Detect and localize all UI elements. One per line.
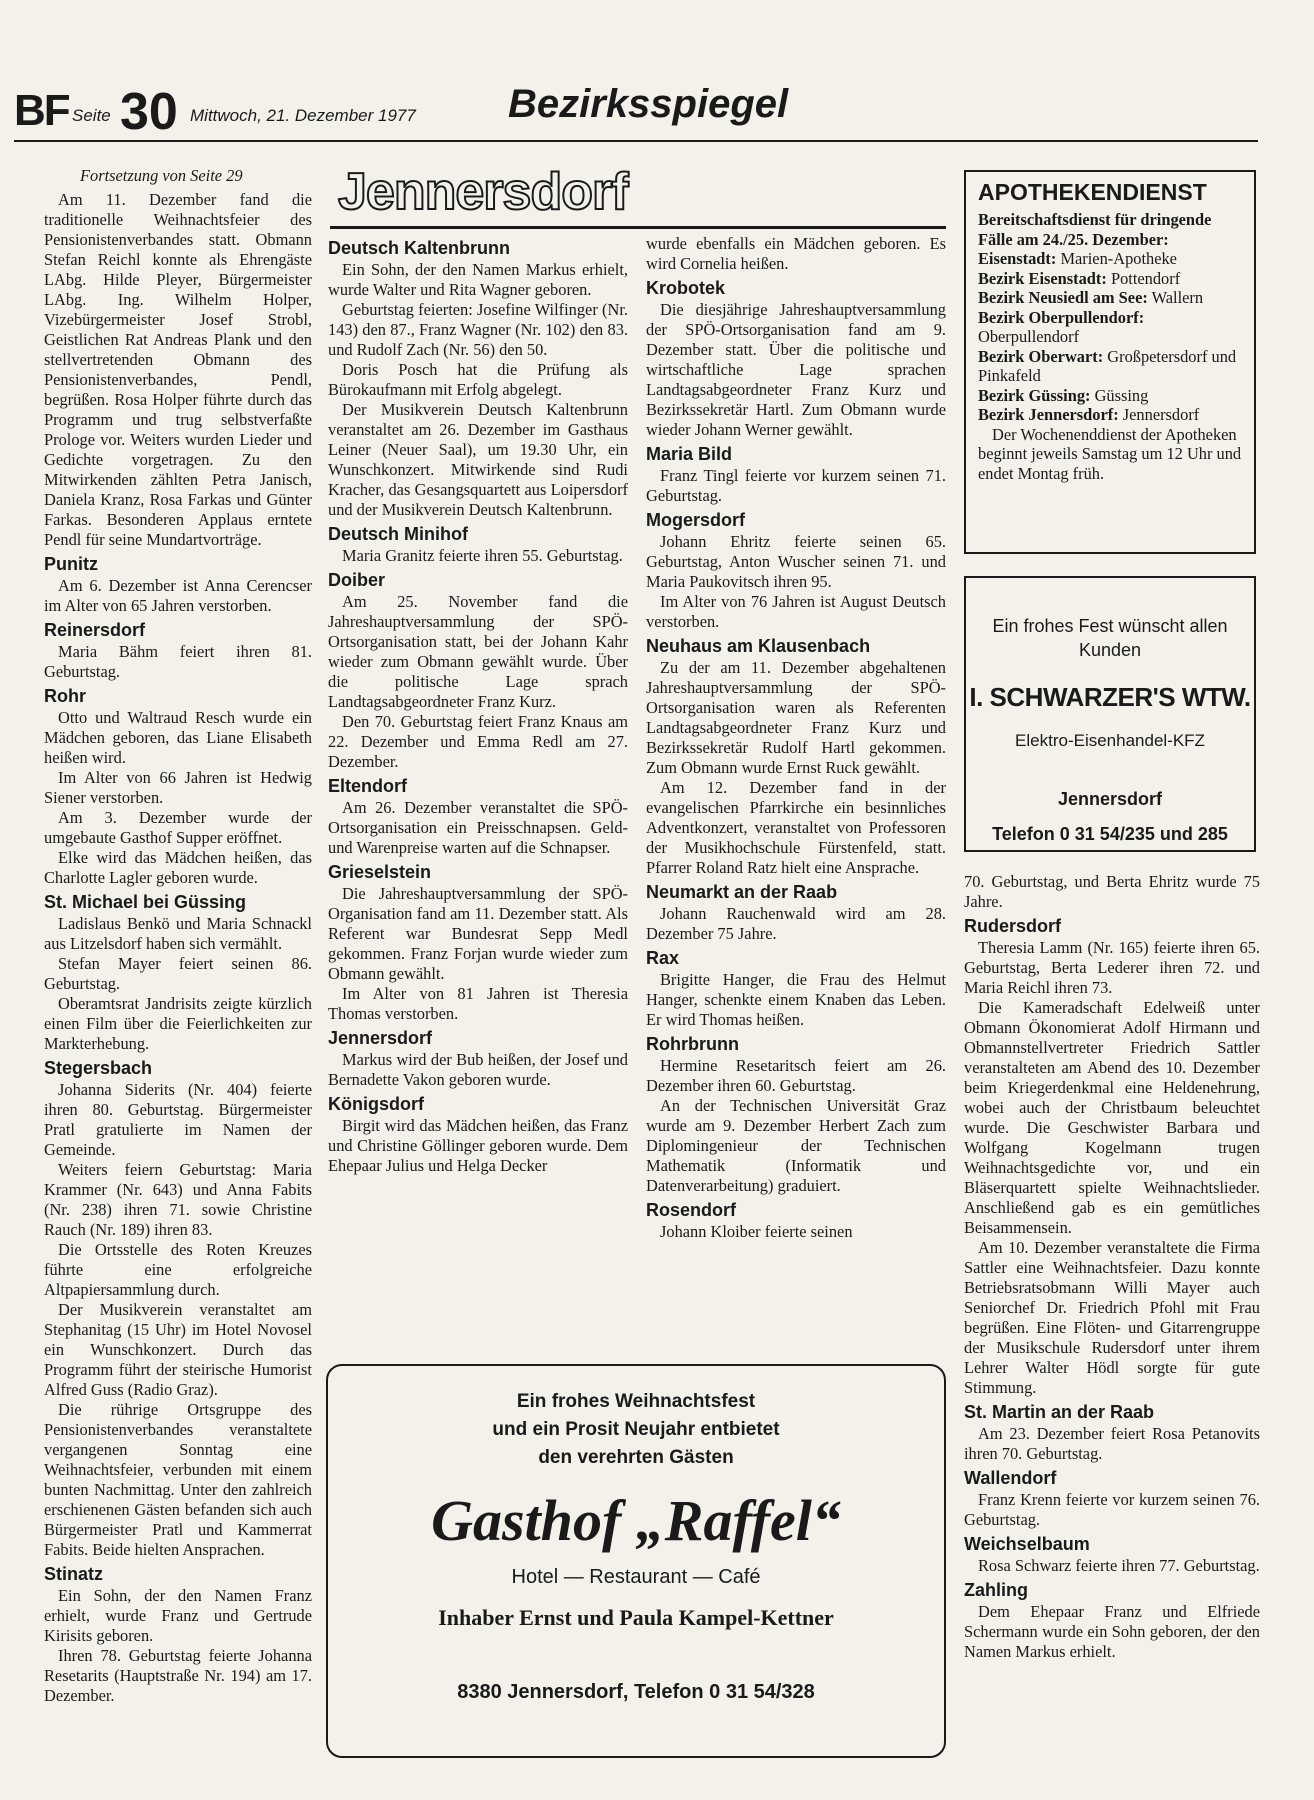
article-text: Den 70. Geburtstag feiert Franz Knaus am 22. Dezember und Emma Redl am 27. Dezember. [328, 712, 628, 771]
ad-owner: Inhaber Ernst und Paula Kampel-Kettner [438, 1605, 834, 1630]
newspaper-logo: BF [14, 86, 69, 135]
article-text: Franz Tingl feierte vor kurzem seinen 71. Geburtstag. [646, 466, 946, 505]
continued-note: Fortsetzung von Seite 29 [80, 166, 243, 185]
article-text: An der Technischen Universität Graz wurde am 9. Dezember Herbert Zach zum Diplomingenieur der Technischen Mathematik (Informatik und Datenverarbeitung) graduiert. [646, 1096, 946, 1195]
article-text: Ihren 78. Geburtstag feierte Johanna Resetarits (Hauptstraße Nr. 194) am 17. Dezember. [44, 1646, 312, 1705]
ad-town: Jennersdorf [1057, 789, 1163, 809]
article-text: Johann Kloiber feierte seinen [660, 1222, 853, 1241]
heading-krobotek: Krobotek [646, 278, 726, 298]
heading-rudersdorf: Rudersdorf [964, 916, 1062, 936]
article-text: Der Musikverein veranstaltet am Stephanitag (15 Uhr) im Hotel Novosel ein Wunschkonzert. Durch das Programm führt der steirische Humorist Alfred Guss (Radio Graz). [44, 1300, 312, 1399]
article-text: Im Alter von 81 Jahren ist Theresia Thomas verstorben. [328, 984, 628, 1023]
heading-koenigsdorf: Königsdorf [328, 1094, 424, 1114]
page-label: Seite [72, 106, 111, 125]
article-text: Am 25. November fand die Jahreshauptversammlung der SPÖ-Ortsorganisation statt, bei der Johann Kahr wieder zum Obmann gewählt wurde. Über die politische Lage sprach Landtagsabgeordneter Franz Kurz. [328, 592, 628, 711]
article-text: Die rührige Ortsgruppe des Pensionistenverbandes veranstaltete vergangenen Sonntag eine Weihnachtsfeier, verbunden mit einem bunten Nachmittag. Unter den zahlreich erschienenen Gästen befanden sich auch Bürgermeister Pratl und Kammerrat Fabits. Beide hielten Ansprachen. [44, 1400, 312, 1559]
heading-st-michael: St. Michael bei Güssing [44, 892, 247, 912]
ad-services: Hotel — Restaurant — Café [511, 1566, 761, 1588]
article-text: Ein Sohn, der den Namen Markus erhielt, wurde Walter und Rita Wagner geboren. [328, 260, 628, 299]
ad-trade: Elektro-Eisenhandel-KFZ [1015, 731, 1205, 750]
heading-weichselbaum: Weichselbaum [964, 1534, 1090, 1554]
column-2 [328, 234, 628, 1176]
pharmacy-note: Der Wochenenddienst der Apotheken beginnt jeweils Samstag um 12 Uhr und endet Montag früh. [978, 424, 1242, 483]
heading-rohrbrunn: Rohrbrunn [646, 1034, 739, 1054]
district-title: Jennersdorf [338, 163, 628, 221]
article-text: Brigitte Hanger, die Frau des Helmut Hanger, schenkte einem Knaben das Leben. Er wird Thomas heißen. [646, 970, 946, 1029]
article-text: Theresia Lamm (Nr. 165) feierte ihren 65. Geburtstag, Berta Lederer ihren 72. und Maria Reichl ihren 73. [964, 938, 1260, 997]
article-text: Zu der am 11. Dezember abgehaltenen Jahreshauptversammlung der SPÖ-Ortsorganisation waren als Referenten Landtagsabgeordneter Franz Kurz und Bezirkssekretär Rudolf Hartl gekommen. Zum Obmann wurde Ernst Ruck gewählt. [646, 658, 946, 777]
article-text: Am 10. Dezember veranstaltete die Firma Sattler eine Weihnachtsfeier. Dazu konnte Betriebsratsobmann Willi Mayer auch Seniorchef Dr. Friedrich Pfohl mit Frau begrüßen. Eine Flöten- und Gitarrengruppe der Musikschule Rudersdorf unter ihrem Lehrer Walter Hödl sorgte für gute Stimmung. [964, 1238, 1260, 1397]
article-text: Johanna Siderits (Nr. 404) feierte ihren 80. Geburtstag. Bürgermeister Pratl gratulierte im Namen der Gemeinde. [44, 1080, 312, 1159]
article-text: Otto und Waltraud Resch wurde ein Mädchen geboren, das Liane Elisabeth heißen wird. [44, 708, 312, 767]
article-text: Am 26. Dezember veranstaltet die SPÖ-Ortsorganisation ein Preisschnapsen. Geld- und Warenpreise warten auf die Schnapser. [328, 798, 628, 857]
article-text: 70. Geburtstag, und Berta Ehritz wurde 75 Jahre. [964, 872, 1260, 911]
heading-punitz: Punitz [44, 554, 98, 574]
article-text: Am 3. Dezember wurde der umgebaute Gasthof Supper eröffnet. [44, 808, 312, 847]
pharmacy-intro: Bereitschaftsdienst für dringende Fälle am 24./25. Dezember: [978, 210, 1212, 249]
heading-stinatz: Stinatz [44, 1564, 104, 1584]
article-text: Am 12. Dezember fand in der evangelischen Pfarrkirche ein besinnliches Adventkonzert, veranstaltet von Professoren der Musikhochschule Fürstenfeld, statt. Pfarrer Roland Ratz hielt eine Ansprache. [646, 778, 946, 877]
heading-rosendorf: Rosendorf [646, 1200, 736, 1220]
issue-date: Mittwoch, 21. Dezember 1977 [190, 106, 416, 125]
article-text: Ein Sohn, der den Namen Franz erhielt, wurde Franz und Gertrude Kirisits geboren. [44, 1586, 312, 1645]
article-text: Im Alter von 66 Jahren ist Hedwig Siener verstorben. [44, 768, 312, 807]
ad-company-name: I. SCHWARZER'S WTW. [969, 682, 1251, 712]
heading-grieselstein: Grieselstein [328, 862, 432, 882]
ad-phone: Telefon 0 31 54/235 und 285 [992, 824, 1228, 844]
article-text: Rosa Schwarz feierte ihren 77. Geburtstag. [978, 1556, 1260, 1575]
article-text: Der Musikverein Deutsch Kaltenbrunn veranstaltet am 26. Dezember im Gasthaus Leiner (Neuer Saal), um 19.30 Uhr, ein Wunschkonzert. Mitwirkende sind Rudi Kracher, das Gesangsquartett aus Loipersdorf und der Musikverein Deutsch Kaltenbrunn. [328, 400, 628, 519]
heading-neumarkt: Neumarkt an der Raab [646, 882, 838, 902]
heading-doiber: Doiber [328, 570, 386, 590]
heading-mogersdorf: Mogersdorf [646, 510, 745, 530]
district-title-bar [330, 162, 946, 229]
ad-line: Ein frohes Weihnachtsfest [516, 1391, 756, 1412]
article-text: Elke wird das Mädchen heißen, das Charlotte Lagler geboren wurde. [44, 848, 312, 887]
article-text: wurde ebenfalls ein Mädchen geboren. Es wird Cornelia heißen. [646, 234, 946, 273]
article-text: Geburtstag feierten: Josefine Wilfinger (Nr. 143) den 87., Franz Wagner (Nr. 102) den 83. und Rudolf Zach (Nr. 56) den 50. [328, 300, 628, 359]
heading-wallendorf: Wallendorf [964, 1468, 1057, 1488]
heading-deutsch-kaltenbrunn: Deutsch Kaltenbrunn [328, 238, 511, 258]
article-text: Birgit wird das Mädchen heißen, das Franz und Christine Göllinger geboren wurde. Dem Ehepaar Julius und Helga Decker [328, 1116, 628, 1175]
heading-maria-bild: Maria Bild [646, 444, 733, 464]
heading-neuhaus: Neuhaus am Klausenbach [646, 636, 871, 656]
pharmacy-entry: Bezirk Oberpullendorf: Oberpullendorf [978, 307, 1145, 346]
article-text: Franz Krenn feierte vor kurzem seinen 76. Geburtstag. [964, 1490, 1260, 1529]
pharmacy-entry: Bezirk Jennersdorf: Jennersdorf [978, 405, 1200, 424]
article-text: Stefan Mayer feiert seinen 86. Geburtstag. [44, 954, 312, 993]
article-text: Am 6. Dezember ist Anna Cerencser im Alter von 65 Jahren verstorben. [44, 576, 312, 615]
article-text: Im Alter von 76 Jahren ist August Deutsch verstorben. [646, 592, 946, 631]
article-text: Oberamtsrat Jandrisits zeigte kürzlich einen Film über die Feierlichkeiten zur Markterhebung. [44, 994, 312, 1053]
pharmacy-entry: Bezirk Güssing: Güssing [978, 385, 1149, 405]
heading-rax: Rax [646, 948, 680, 968]
pharmacy-entry: Bezirk Eisenstadt: Pottendorf [978, 268, 1181, 288]
article-text: Die diesjährige Jahreshauptversammlung der SPÖ-Ortsorganisation fand am 9. Dezember statt. Über die politische und wirtschaftliche Lage sprachen Landtagsabgeordneter Franz Kurz und Bezirkssekretär Hartl. Zum Obmann wurde wieder Johann Werner gewählt. [646, 300, 946, 439]
heading-jennersdorf: Jennersdorf [328, 1028, 433, 1048]
advertisement-gasthof-raffel [326, 1364, 946, 1758]
column-3 [646, 234, 946, 1242]
article-text: Dem Ehepaar Franz und Elfriede Schermann wurde ein Sohn geboren, der den Namen Markus erhielt. [964, 1602, 1260, 1661]
article-text: Die Kameradschaft Edelweiß unter Obmann Ökonomierat Adolf Hirmann und Obmannstellvertreter Friedrich Sattler veranstalteten am Abend des 10. Dezember beim Kriegerdenkmal eine Heldenehrung, wobei auch der Christbaum beleuchtet wurde. Die Geschwister Barbara und Wolfgang Kogelmann trugen Weihnachtsgedichte vor, und ein Bläserquartett spielte Weihnachtslieder. Anschließend gab es ein gemütliches Beisammensein. [964, 998, 1260, 1237]
page-header [14, 78, 1258, 142]
heading-stegersbach: Stegersbach [44, 1058, 153, 1078]
article-text: Maria Granitz feierte ihren 55. Geburtstag. [342, 546, 623, 565]
heading-zahling: Zahling [964, 1580, 1028, 1600]
ad-line: und ein Prosit Neujahr entbietet [492, 1419, 780, 1440]
pharmacy-entry: Eisenstadt: Marien-Apotheke [978, 249, 1177, 268]
pharmacy-title: APOTHEKENDIENST [978, 179, 1207, 205]
heading-rohr: Rohr [44, 686, 86, 706]
article-text: Weiters feiern Geburtstag: Maria Krammer (Nr. 643) und Anna Fabits (Nr. 238) ihren 71. sowie Christine Rauch (Nr. 189) ihren 83. [44, 1160, 312, 1239]
ad-business-name: Gasthof „Raffel“ [431, 1488, 841, 1553]
column-4 [964, 872, 1260, 1662]
article-text: Ladislaus Benkö und Maria Schnackl aus Litzelsdorf haben sich vermählt. [44, 914, 312, 953]
page-number: 30 [120, 83, 178, 141]
article-text: Doris Posch hat die Prüfung als Bürokaufmann mit Erfolg abgelegt. [328, 360, 628, 399]
article-text: Am 23. Dezember feiert Rosa Petanovits ihren 70. Geburtstag. [964, 1424, 1260, 1463]
heading-st-martin: St. Martin an der Raab [964, 1402, 1155, 1422]
pharmacy-entry: Bezirk Oberwart: Großpetersdorf und Pinkafeld [978, 346, 1237, 385]
heading-reinersdorf: Reinersdorf [44, 620, 146, 640]
ad-address: 8380 Jennersdorf, Telefon 0 31 54/328 [457, 1681, 815, 1703]
ad-line: den verehrten Gästen [538, 1447, 734, 1468]
article-text: Die Jahreshauptversammlung der SPÖ-Organisation fand am 11. Dezember statt. Als Referent war Bundesrat Sepp Medl gekommen. Franz Forjan wurde wieder zum Obmann gewählt. [328, 884, 628, 983]
article-text: Am 11. Dezember fand die traditionelle Weihnachtsfeier des Pensionistenverbandes statt. Obmann Stefan Reichl konnte als Ehrengäste LAbg. Hilde Pleyer, Bürgermeister LAbg. Ing. Wilhelm Holper, Vizebürgermeister Josef Strobl, Geistlichen Rat Andreas Plank und den stellvertretenden Obmann des Pensionistenverbandes, Pendl, begrüßen. Rosa Holper führte durch das Programm und trug selbstverfaßte Prologe vor. Weiters wurden Lieder und Gedichte vorgetragen. Zu den Mitwirkenden zählten Petra Janisch, Daniela Kranz, Rosa Farkas und Günter Farkas. Besonderen Applaus erntete Pendl für seine Mundartvorträge. [44, 190, 312, 549]
section-title: Bezirksspiegel [508, 82, 789, 126]
pharmacy-entry: Bezirk Neusiedl am See: Wallern [978, 288, 1204, 307]
article-text: Markus wird der Bub heißen, der Josef und Bernadette Vakon geboren wurde. [328, 1050, 628, 1089]
article-text: Johann Rauchenwald wird am 28. Dezember 75 Jahre. [646, 904, 946, 943]
heading-deutsch-minihof: Deutsch Minihof [328, 524, 468, 544]
ad-greeting: Ein frohes Fest wünscht allen Kunden [992, 616, 1228, 660]
column-1 [44, 166, 312, 1706]
pharmacy-service-box [964, 170, 1256, 554]
heading-eltendorf: Eltendorf [328, 776, 407, 796]
advertisement-schwarzer [964, 576, 1256, 852]
article-text: Hermine Resetaritsch feiert am 26. Dezember ihren 60. Geburtstag. [646, 1056, 946, 1095]
article-text: Die Ortsstelle des Roten Kreuzes führte eine erfolgreiche Altpapiersammlung durch. [44, 1240, 312, 1299]
article-text: Maria Bähm feiert ihren 81. Geburtstag. [44, 642, 312, 681]
article-text: Johann Ehritz feierte seinen 65. Geburtstag, Anton Wuscher seinen 71. und Maria Paukovitsch ihren 95. [646, 532, 946, 591]
